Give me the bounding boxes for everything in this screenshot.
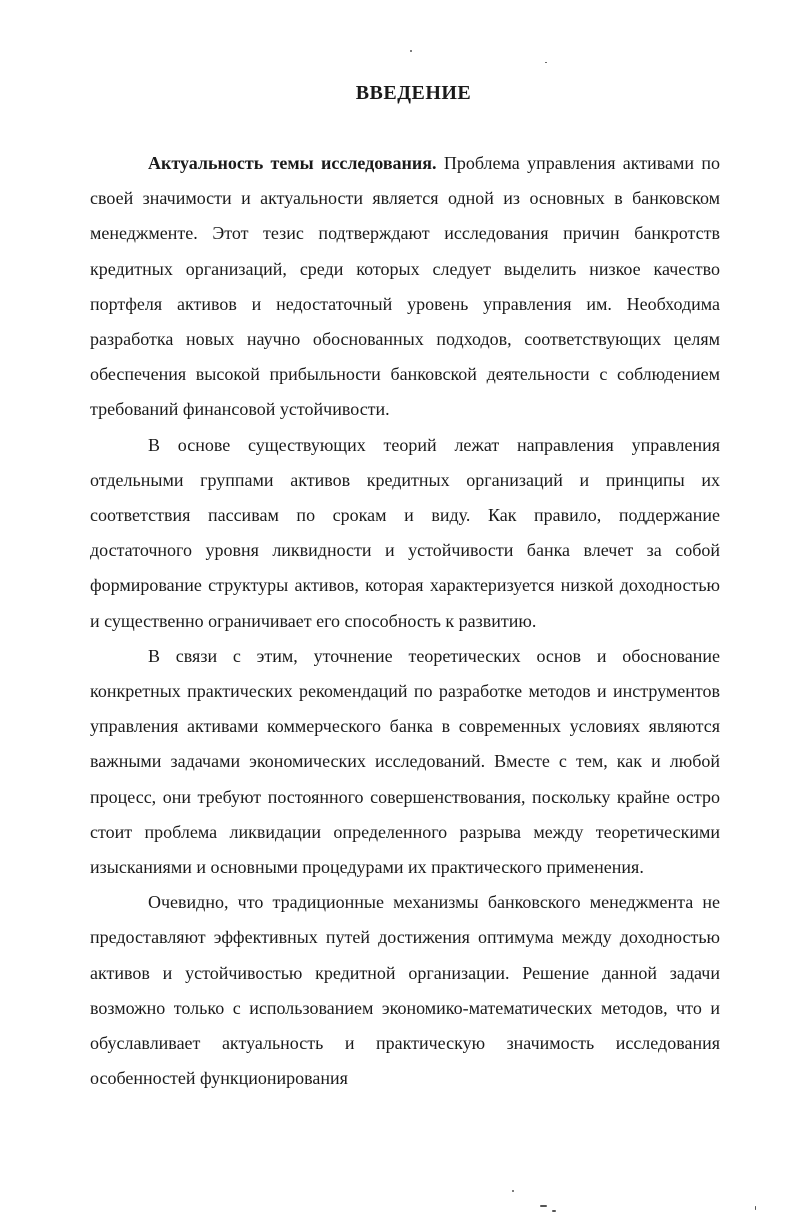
scan-speck xyxy=(540,1205,547,1207)
scan-speck xyxy=(552,1210,556,1212)
page-title: ВВЕДЕНИЕ xyxy=(355,82,472,104)
scan-speck xyxy=(512,1190,514,1192)
scan-speck xyxy=(410,50,412,52)
scan-speck xyxy=(755,1206,756,1210)
paragraph-theories: В основе существующих теорий лежат направления управления отдельными группами активов кредитных организаций и принципы их соответствия пассивам по срокам и виду. Как правило, поддержание достаточного уровня ликвидности и устойчивости банка влечет за собой формирование структуры активов, которая характеризуется низкой доходностью и существенно ограничивает его способность к развитию. xyxy=(90,434,720,631)
paragraph-lead: Актуальность темы исследования. xyxy=(148,153,437,173)
paragraph-mechanisms: Очевидно, что традиционные механизмы банковского менеджмента не предоставляют эффективных путей достижения оптимума между доходностью активов и устойчивостью кредитной организации. Решение данной задачи возможно только с использованием экономико-математических методов, что и обуславливает актуальность и практическую значимость исследования особенностей функционирования xyxy=(90,892,720,1089)
document-body xyxy=(90,146,720,1096)
paragraph-relevance xyxy=(90,146,720,428)
paragraph-text: Проблема управления активами по своей значимости и актуальности является одной из основных в банковском менеджменте. Этот тезис подтверждают исследования причин банкротств кредитных организаций, среди которых следует выделить низкое качество портфеля активов и недостаточный уровень управления им. Необходима разработка новых научно обоснованных подходов, соответствующих целям обеспечения высокой прибыльности банковской деятельности с соблюдением требований финансовой устойчивости. xyxy=(90,153,720,420)
paragraph-clarification: В связи с этим, уточнение теоретических основ и обоснование конкретных практических рекомендаций по разработке методов и инструментов управления активами коммерческого банка в современных условиях являются важными задачами экономических исследований. Вместе с тем, как и любой процесс, они требуют постоянного совершенствования, поскольку крайне остро стоит проблема ликвидации определенного разрыва между теоретическими изысканиями и основными процедурами их практического применения. xyxy=(90,645,720,878)
scan-speck xyxy=(545,62,547,63)
